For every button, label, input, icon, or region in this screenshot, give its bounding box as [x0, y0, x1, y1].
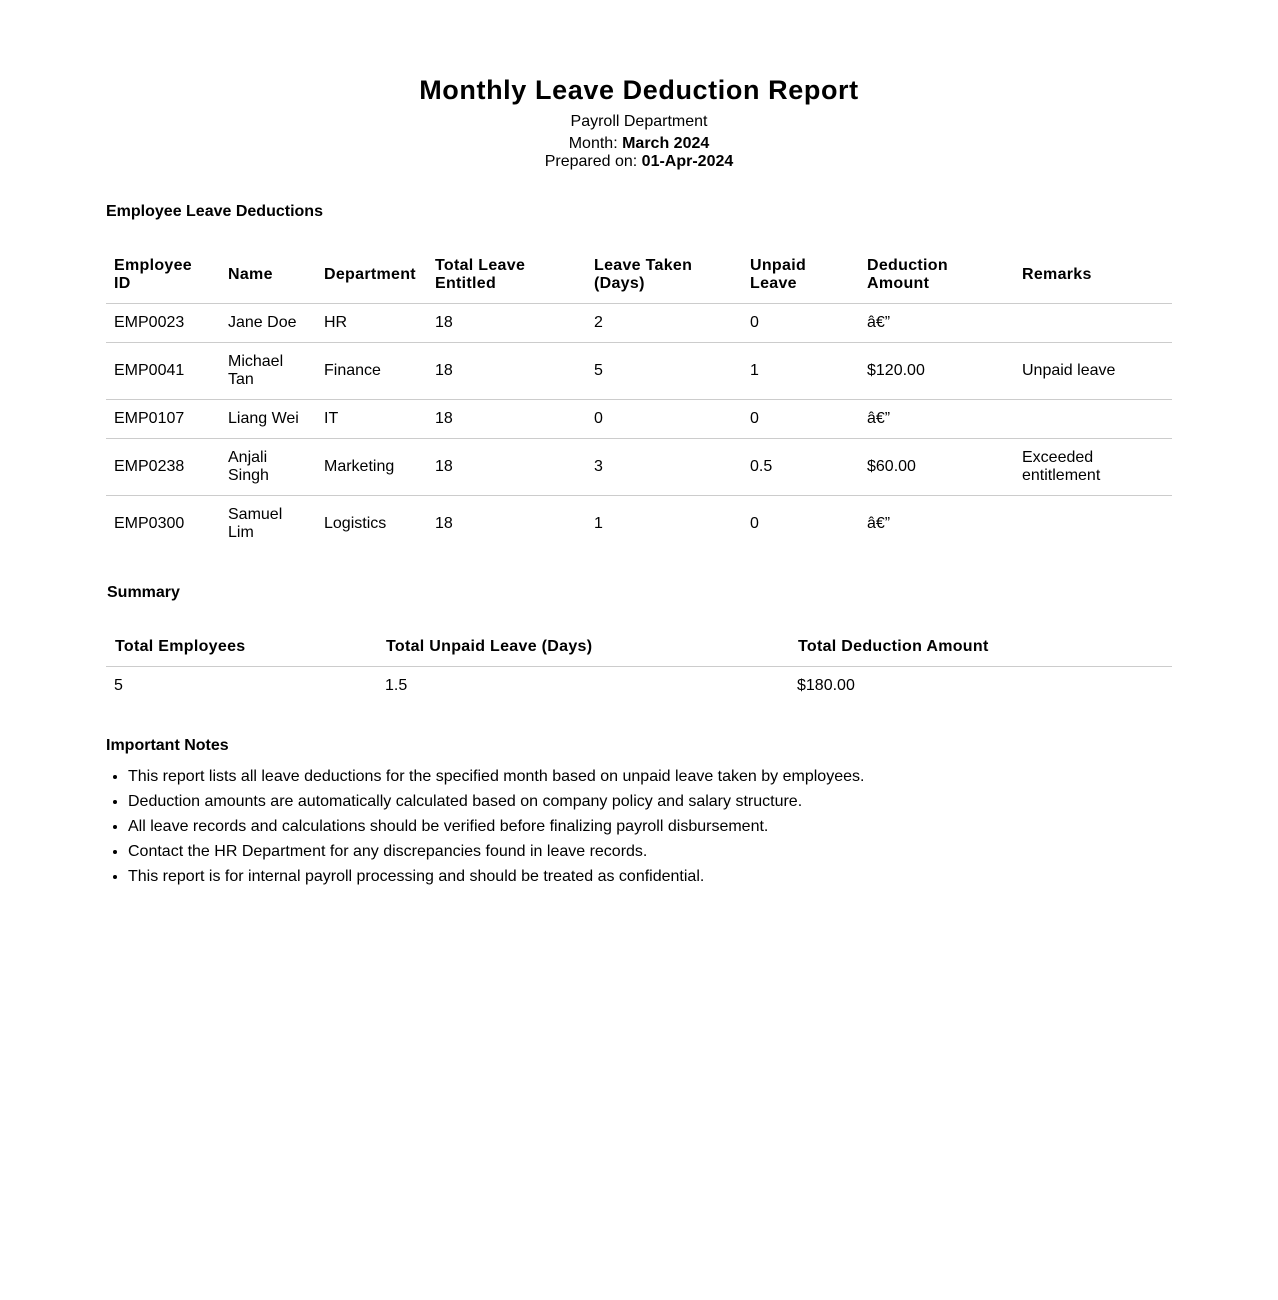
deductions-section-title: Employee Leave Deductions — [106, 203, 323, 220]
col-header-remarks: Remarks — [1014, 246, 1172, 304]
table-row — [106, 400, 1172, 439]
cell-employee-id: EMP0238 — [106, 439, 220, 496]
report-month — [0, 135, 1278, 153]
col-header-deduction-amount: Deduction Amount — [859, 246, 1014, 304]
summary-row — [106, 667, 1172, 706]
cell-unpaid-leave: 1 — [742, 343, 859, 400]
cell-unpaid-leave: 0 — [742, 400, 859, 439]
cell-total-leave-entitled: 18 — [427, 400, 586, 439]
list-item: • This report is for internal payroll processing and should be treated as confidential. — [128, 868, 1172, 886]
cell-employee-id: EMP0041 — [106, 343, 220, 400]
summary-total-employees: 5 — [114, 677, 123, 694]
cell-department: Finance — [316, 343, 427, 400]
cell-remarks — [1014, 400, 1172, 439]
report-title: Monthly Leave Deduction Report — [419, 75, 859, 105]
table-row — [106, 343, 1172, 400]
col-header-leave-taken: Leave Taken (Days) — [586, 246, 742, 304]
cell-name: Jane Doe — [220, 304, 316, 343]
cell-department: HR — [316, 304, 427, 343]
col-header-employee-id: Employee ID — [106, 246, 220, 304]
month-value: March 2024 — [622, 135, 710, 152]
cell-remarks — [1014, 304, 1172, 343]
cell-total-leave-entitled: 18 — [427, 439, 586, 496]
cell-employee-id: EMP0107 — [106, 400, 220, 439]
cell-deduction-amount: â€” — [867, 515, 891, 532]
col-header-total-leave-entitled: Total Leave Entitled — [427, 246, 586, 304]
list-item: • Contact the HR Department for any discrepancies found in leave records. — [128, 843, 1172, 861]
cell-unpaid-leave: 0.5 — [742, 439, 859, 496]
col-header-unpaid-leave: Unpaid Leave — [742, 246, 859, 304]
report-department: Payroll Department — [570, 113, 708, 130]
summary-total-unpaid-leave: 1.5 — [385, 677, 408, 694]
cell-name: Samuel Lim — [228, 506, 283, 541]
important-notes — [106, 737, 1172, 893]
cell-total-leave-entitled: 18 — [435, 515, 453, 532]
cell-leave-taken: 1 — [594, 515, 603, 532]
col-header-total-unpaid-leave: Total Unpaid Leave (Days) — [377, 627, 789, 667]
cell-department: Logistics — [324, 515, 387, 532]
cell-deduction-amount: $120.00 — [859, 343, 1014, 400]
cell-total-leave-entitled: 18 — [427, 343, 586, 400]
report-header — [0, 0, 1278, 171]
deductions-table — [106, 246, 1172, 552]
notes-list — [106, 768, 1172, 886]
prepared-value: 01-Apr-2024 — [641, 153, 734, 170]
cell-leave-taken: 5 — [586, 343, 742, 400]
cell-department: Marketing — [316, 439, 427, 496]
summary-header-row — [106, 627, 1172, 667]
cell-leave-taken: 0 — [586, 400, 742, 439]
cell-remarks — [1014, 496, 1172, 553]
summary-total-deduction-amount: $180.00 — [797, 677, 855, 694]
cell-remarks: Exceeded entitlement — [1014, 439, 1172, 496]
cell-leave-taken: 3 — [586, 439, 742, 496]
table-row — [106, 439, 1172, 496]
report-prepared-on — [0, 153, 1278, 171]
list-item: • All leave records and calculations should be verified before finalizing payroll disbursement. — [128, 818, 1172, 836]
col-header-name: Name — [220, 246, 316, 304]
month-label: Month: — [568, 135, 618, 152]
cell-remarks: Unpaid leave — [1014, 343, 1172, 400]
col-header-department: Department — [316, 246, 427, 304]
col-header-total-employees: Total Employees — [106, 627, 377, 667]
deductions-header-row — [106, 246, 1172, 304]
cell-name: Michael Tan — [220, 343, 316, 400]
table-row — [106, 496, 1172, 553]
notes-section-title: Important Notes — [106, 737, 229, 754]
col-header-total-deduction-amount: Total Deduction Amount — [789, 627, 1172, 667]
cell-deduction-amount: â€” — [859, 304, 1014, 343]
summary-table — [106, 627, 1172, 705]
prepared-label: Prepared on: — [544, 153, 638, 170]
list-item: • Deduction amounts are automatically calculated based on company policy and salary structure. — [128, 793, 1172, 811]
cell-unpaid-leave: 0 — [750, 515, 759, 532]
table-row — [106, 304, 1172, 343]
cell-leave-taken: 2 — [586, 304, 742, 343]
cell-deduction-amount: â€” — [859, 400, 1014, 439]
cell-total-leave-entitled: 18 — [427, 304, 586, 343]
cell-name: Liang Wei — [220, 400, 316, 439]
cell-employee-id: EMP0023 — [106, 304, 220, 343]
cell-deduction-amount: $60.00 — [859, 439, 1014, 496]
list-item: • This report lists all leave deductions for the specified month based on unpaid leave taken by employees. — [128, 768, 1172, 786]
cell-department: IT — [316, 400, 427, 439]
cell-unpaid-leave: 0 — [742, 304, 859, 343]
summary-section-title: Summary — [107, 584, 180, 601]
cell-employee-id: EMP0300 — [114, 515, 185, 532]
cell-name: Anjali Singh — [220, 439, 316, 496]
